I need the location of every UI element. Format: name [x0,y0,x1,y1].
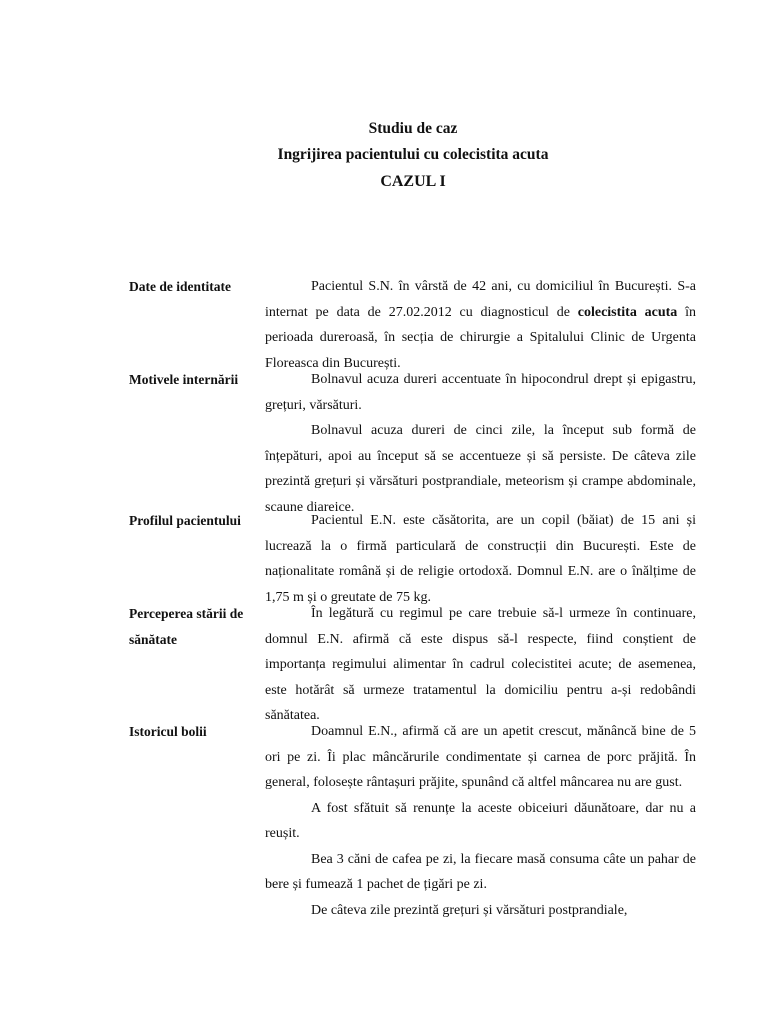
diagnosis-bold: colecistita acuta [577,304,678,320]
paragraph: Bolnavul acuza dureri accentuate în hipocondrul drept și epigastru, grețuri, vărsături. [265,372,696,413]
section-text [265,719,696,923]
paragraph: Bea 3 căni de cafea pe zi, la fiecare masă consuma câte un pahar de bere și fumează 1 pachet de țigări pe zi. [265,851,696,892]
section-text [265,601,696,729]
paragraph: În legătură cu regimul pe care trebuie să-l urmeze în continuare, domnul E.N. afirmă că este dispus să-l respecte, fiind conștient de importanța regimului alimentar în cadrul colecistitei acute; de asemenea, este hotărât să urmeze tratamentul la domiciliu pentru a-și redobândi sănătatea. [265,606,696,723]
text-run: în perioada dureroasă, în secția de chirurgie a Spitalului Clinic de Urgenta Floreasca din București. [265,304,697,371]
paragraph: Bolnavul acuza dureri de cinci zile, la început sub formă de înțepături, apoi au început să se accentueze și să persiste. De câteva zile prezintă grețuri și vărsături postprandiale, meteorism și crampe abdominale, scaune diareice. [265,423,696,515]
text-run: Pacientul S.N. în vârstă de 42 ani, cu domiciliul în București. S-a internat pe data de 27.02.2012 cu diagnosticul de [265,279,696,320]
section-text [265,508,696,610]
case-heading: CAZUL I [380,173,446,190]
section-label: Perceperea stării de sănătate [129,606,244,647]
document-subtitle: Ingrijirea pacientului cu colecistita acuta [277,146,549,163]
section-label: Motivele internării [129,372,239,387]
paragraph: Pacientul E.N. este căsătorita, are un copil (băiat) de 15 ani și lucrează la o firmă particulară de construcții din București. Este de naționalitate română și de religie ortodoxă. Domnul E.N. are o înălțime de 1,75 m și o greutate de 75 kg. [265,513,696,605]
paragraph: A fost sfătuit să renunțe la aceste obiceiuri dăunătoare, dar nu a reușit. [265,800,696,841]
section-label: Istoricul bolii [129,724,207,739]
document-title: Studiu de caz [368,120,458,137]
paragraph [265,274,696,376]
title-block [0,116,768,196]
paragraph: De câteva zile prezintă grețuri și vărsături postprandiale, [311,902,628,918]
paragraph: Doamnul E.N., afirmă că are un apetit crescut, mănâncă bine de 5 ori pe zi. Îi plac mâncărurile condimentate și carnea de porc prăjită. În general, folosește rântașuri prăjite, spunând că altfel mâncarea nu are gust. [265,724,696,790]
section-text [265,274,696,376]
section-text [265,367,696,520]
section-label: Date de identitate [129,279,231,294]
section-label: Profilul pacientului [129,513,241,528]
